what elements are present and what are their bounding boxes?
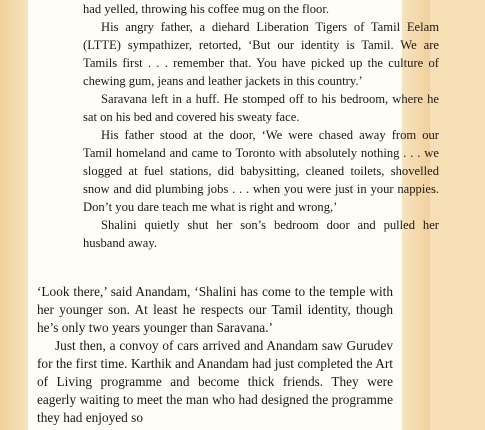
paragraph: ‘Look there,’ said Anandam, ‘Shalini has come to the temple with her younger son. At least he respects our Tamil identity, though he’s only two years younger than Saravana.’	[37, 284, 393, 335]
page-margin-left	[0, 0, 28, 430]
main-passage	[37, 283, 393, 427]
paragraph: His angry father, a diehard Liberation Tigers of Tamil Eelam (LTTE) sympathizer, retorted, ‘But our identity is Tamil. We are Tamils first . . . remember that. You have picked up the culture of chewing gum, jeans and leather jackets in this country.’	[83, 20, 439, 88]
paragraph: Shalini quietly shut her son’s bedroom door and pulled her husband away.	[83, 218, 439, 250]
paragraph: His father stood at the door, ‘We were chased away from our Tamil homeland and came to Toronto with absolutely nothing . . . we slogged at fuel stations, did babysitting, cleaned toilets, shovelled snow and did plumbing jobs . . . when you were just in your nappies. Don’t you dare teach me what is right and wrong,’	[83, 128, 439, 214]
paragraph: had yelled, throwing his coffee mug on the floor.	[83, 2, 329, 16]
paragraph: Just then, a convoy of cars arrived and Anandam saw Gurudev for the first time. Karthik and Anandam had just completed the Art of Living programme and become thick friends. They were eagerly waiting to meet the man who had designed the programme they had enjoyed so	[37, 338, 393, 425]
indented-passage	[37, 0, 485, 252]
paragraph: Saravana left in a huff. He stomped off to his bedroom, where he sat on his bed and covered his sweaty face.	[83, 92, 439, 124]
book-page	[28, 0, 439, 430]
